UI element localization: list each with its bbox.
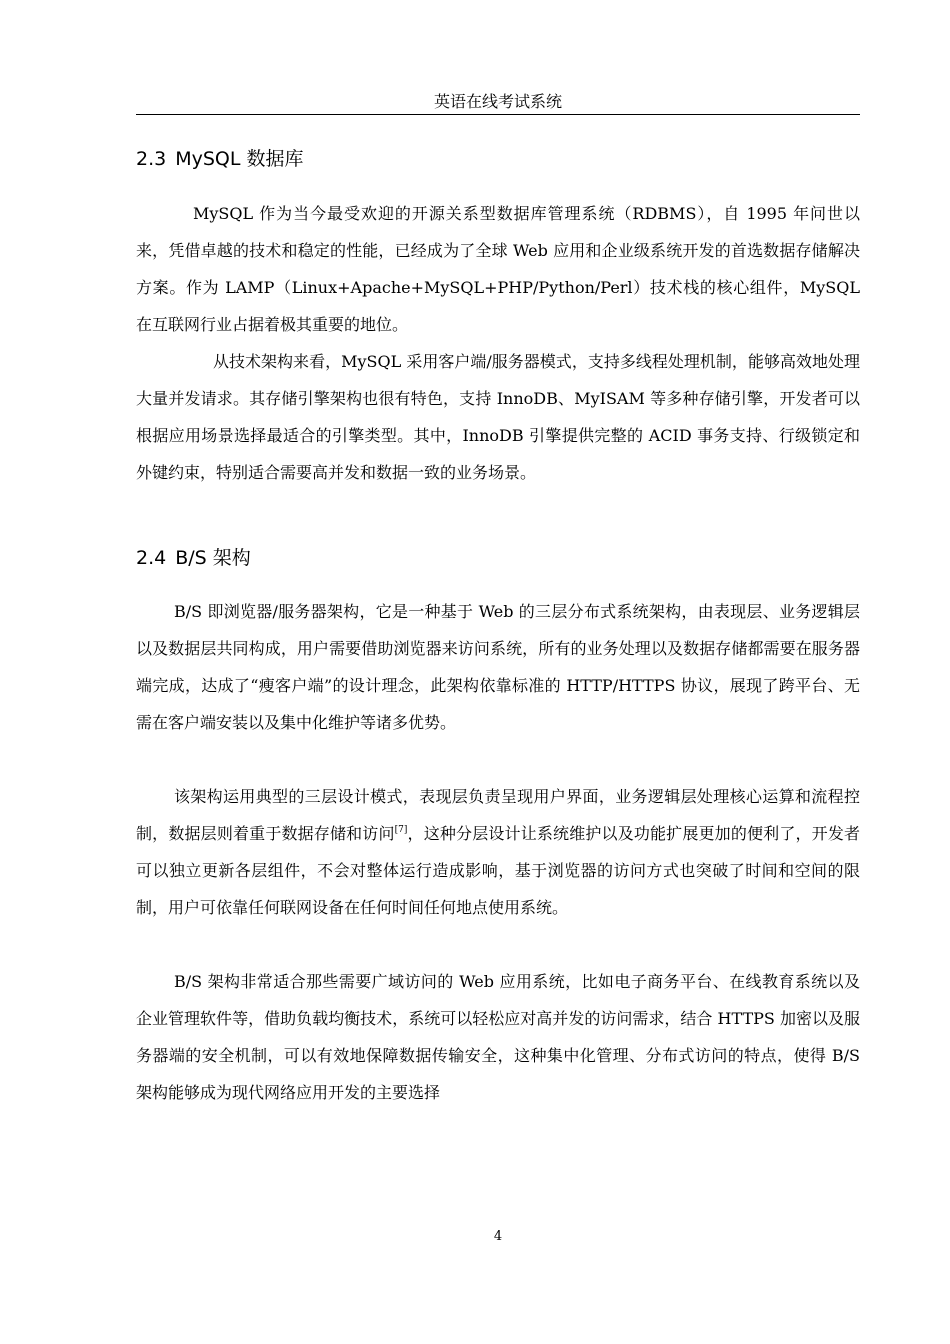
- header-rule: [136, 114, 860, 115]
- section-number: 2.3: [136, 148, 167, 170]
- section-heading-2-4: [136, 543, 251, 573]
- section-title: B/S 架构: [175, 547, 251, 569]
- paragraph-bs-applications: B/S 架构非常适合那些需要广域访问的 Web 应用系统，比如电子商务平台、在线教育系统以及企业管理软件等，借助负载均衡技术，系统可以轻松应对高并发的访问需求，结合 HTTPS 加密以及服务器端的安全机制，可以有效地保障数据传输安全，这种集中化管理、分布式访问的特点，使得 B/S 架构能够成为现代网络应用开发的主要选择: [136, 972, 860, 1102]
- running-header: 英语在线考试系统: [433, 92, 562, 111]
- section-number: 2.4: [136, 547, 167, 569]
- citation-reference[interactable]: [7]: [394, 825, 408, 835]
- section-title: MySQL 数据库: [175, 148, 304, 170]
- paragraph-text: 该架构运用典型的三层设计模式，表现层负责呈现用户界面，业务逻辑层处理核心运算和流程控制，数据层则着重于数据存储和访问: [136, 787, 860, 843]
- paragraph-mysql-intro: MySQL 作为当今最受欢迎的开源关系型数据库管理系统（RDBMS），自 1995 年问世以来，凭借卓越的技术和稳定的性能，已经成为了全球 Web 应用和企业级系统开发的首选数据存储解决方案。作为 LAMP（Linux+Apache+MySQL+PHP/Python/Perl）技术栈的核心组件，MySQL 在互联网行业占据着极其重要的地位。: [136, 204, 860, 334]
- paragraph-text: ，这种分层设计让系统维护以及功能扩展更加的便利了，开发者可以独立更新各层组件，不会对整体运行造成影响，基于浏览器的访问方式也突破了时间和空间的限制，用户可依靠任何联网设备在任何时间任何地点使用系统。: [136, 824, 860, 917]
- page-number: 4: [493, 1229, 503, 1244]
- section-heading-2-3: [136, 144, 304, 174]
- paragraph-bs-three-tier: [136, 778, 860, 926]
- paragraph-bs-intro: B/S 即浏览器/服务器架构，它是一种基于 Web 的三层分布式系统架构，由表现层、业务逻辑层以及数据层共同构成，用户需要借助浏览器来访问系统，所有的业务处理以及数据存储都需要在服务器端完成，达成了“瘦客户端”的设计理念，此架构依靠标准的 HTTP/HTTPS 协议，展现了跨平台、无需在客户端安装以及集中化维护等诸多优势。: [136, 602, 860, 732]
- paragraph-mysql-architecture: 从技术架构来看，MySQL 采用客户端/服务器模式，支持多线程处理机制，能够高效地处理大量并发请求。其存储引擎架构也很有特色，支持 InnoDB、MyISAM 等多种存储引擎，开发者可以根据应用场景选择最适合的引擎类型。其中，InnoDB 引擎提供完整的 ACID 事务支持、行级锁定和外键约束，特别适合需要高并发和数据一致的业务场景。: [136, 352, 860, 482]
